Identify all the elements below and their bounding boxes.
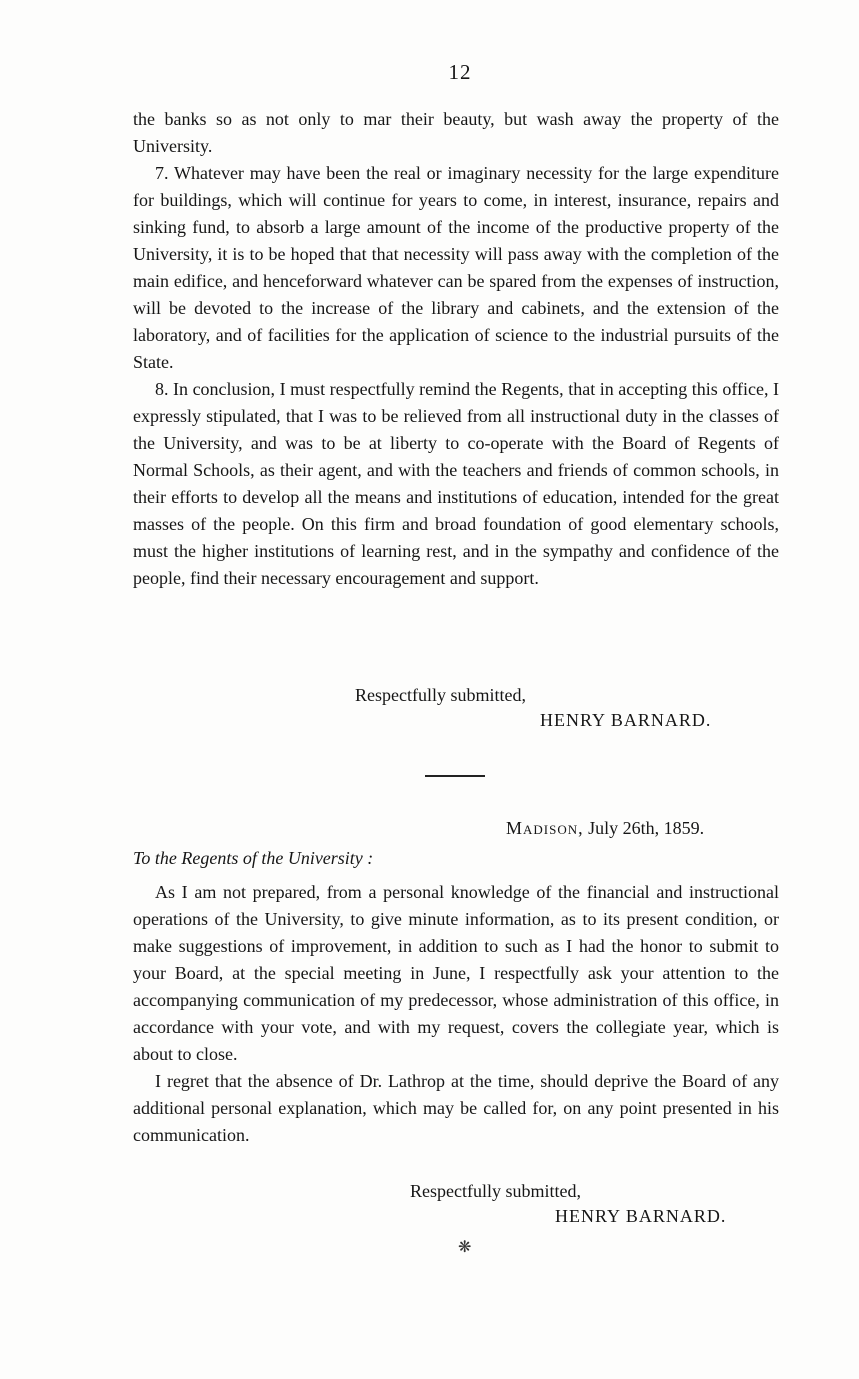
- paragraph-continuation: the banks so as not only to mar their beauty, but wash away the property of the University.: [133, 109, 779, 156]
- report-two-body: [133, 879, 779, 1149]
- paragraph-8: 8. In conclusion, I must respectfully remind the Regents, that in accepting this office, I expressly stipulated, that I was to be relieved from all instructional duty in the classes of the University, and was to be at liberty to co-operate with the Board of Regents of Normal Schools, as their agent, and with the teachers and friends of common schools, in their efforts to develop all the means and institutions of education, intended for the great masses of the people. On this firm and broad foundation of good elementary schools, must the higher institutions of learning rest, and in the sympathy and confidence of the people, find their necessary encouragement and support.: [133, 379, 779, 588]
- section-divider-rule: [425, 775, 485, 777]
- letter-paragraph-1: As I am not prepared, from a personal knowledge of the financial and instructional operations of the University, to give minute information, as to its present condition, or make suggestions of improvement, in addition to such as I had the honor to submit to your Board, at the special meeting in June, I respectfully ask your attention to the accompanying communication of my predecessor, whose administration of this office, in accordance with your vote, and with my request, covers the collegiate year, which is about to close.: [133, 882, 779, 1064]
- report-two-signoff: Respectfully submitted,: [410, 1181, 581, 1201]
- dateline-date: July 26th, 1859.: [588, 818, 705, 838]
- dateline-place: Madison,: [506, 818, 584, 838]
- salutation: To the Regents of the University :: [133, 848, 374, 868]
- printer-ornament-icon: ❋: [458, 1239, 472, 1256]
- paragraph-7: 7. Whatever may have been the real or imaginary necessity for the large expenditure for buildings, which will continue for years to come, in interest, insurance, repairs and sinking fund, to absorb a large amount of the income of the productive property of the University, it is to be hoped that that necessity will pass away with the completion of the main edifice, and henceforward whatever can be spared from the expenses of instruction, will be devoted to the increase of the library and cabinets, and the extension of the laboratory, and of facilities for the application of science to the industrial pursuits of the State.: [133, 163, 779, 372]
- report-one-body: [133, 106, 779, 592]
- letter-paragraph-2: I regret that the absence of Dr. Lathrop at the time, should deprive the Board of any additional personal explanation, which may be called for, on any point presented in his communication.: [133, 1071, 779, 1145]
- report-one-signoff: Respectfully submitted,: [355, 685, 526, 705]
- report-one-signature: HENRY BARNARD.: [540, 710, 712, 730]
- page-number: 12: [448, 60, 472, 84]
- report-two-signature: HENRY BARNARD.: [555, 1206, 727, 1226]
- dateline: [506, 818, 704, 839]
